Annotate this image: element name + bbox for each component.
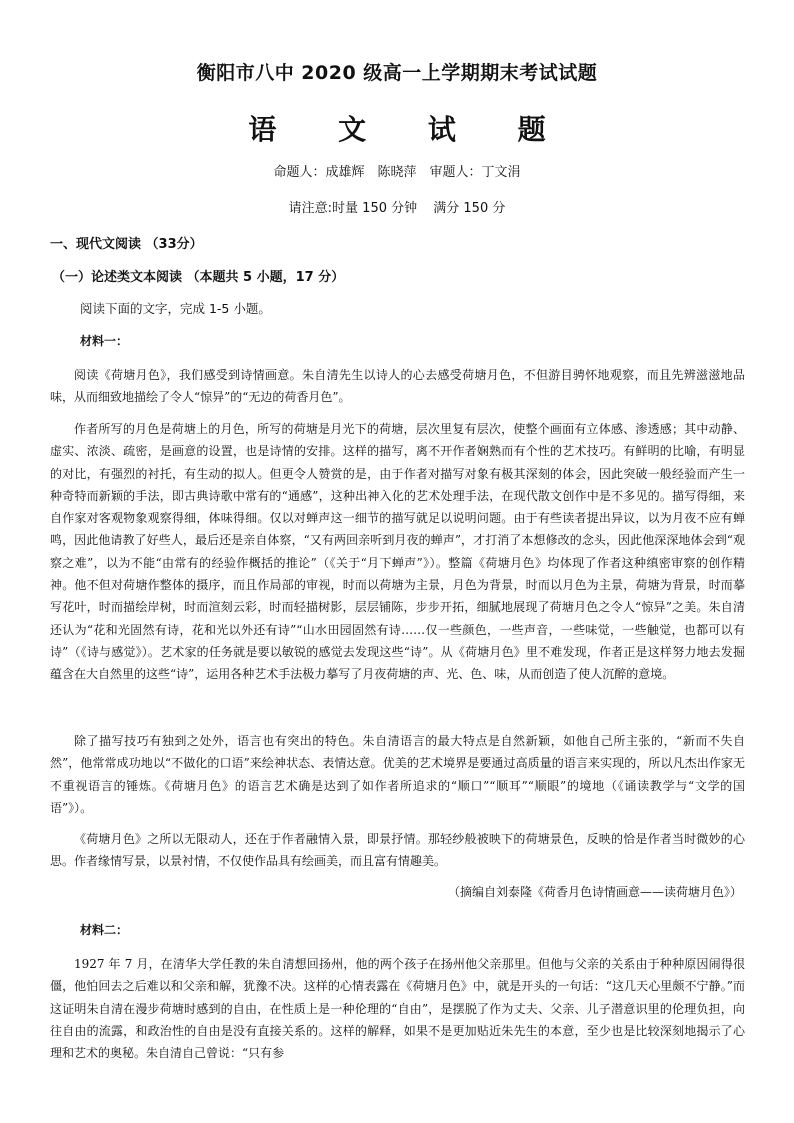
section-heading: 一、现代文阅读 （33分） [50, 237, 203, 252]
section-subheading: （一）论述类文本阅读 （本题共 5 小题，17 分） [52, 270, 345, 285]
exam-authors: 命题人：成雄辉 陈晓萍 审题人：丁文涓 [273, 165, 521, 180]
exam-title: 衡阳市八中 2020 级高一上学期期末考试试题 [196, 62, 598, 84]
material1-citation: （摘编自刘泰隆《荷香月色诗情画意——读荷塘月色》） [447, 885, 742, 899]
notice-time: 请注意:时量 150 分钟 [288, 201, 418, 216]
material1-paragraph-3: 除了描写技巧有独到之处外，语言也有突出的特色。朱自清语言的最大特点是自然新颖，如他自己所主张的，“新而不失自然”，他常常成功地以“不做化的口语”来绘神状态、表情达意。优美的艺术境界是要通过高质量的语言来实现的，所以凡杰出作家无不重视语言的锤炼。《荷塘月色》的语言艺术确是达到了如作者所追求的“顺口”“顺耳”“顺眼”的境地（《诵读教学与“文学的国语”》）。 [50, 734, 745, 815]
material1-paragraph-4: 《荷塘月色》之所以无限动人，还在于作者融情入景，即景抒情。那轻纱般被映下的荷塘景色，反映的恰是作者当时微妙的心思。作者缘情写景，以景衬情，不仅使作品具有绘画美，而且富有情趣美。 [50, 832, 745, 869]
reading-instruction: 阅读下面的文字，完成 1-5 小题。 [80, 301, 271, 316]
material1-paragraph-1: 阅读《荷塘月色》，我们感受到诗情画意。朱自清先生以诗人的心去感受荷塘月色，不但游目骋怀地观察，而且先辨滋滋地品味，从而细致地描绘了令人“惊异”的“无边的荷香月色”。 [50, 368, 745, 405]
material2-label: 材料二： [80, 923, 129, 937]
material1-label: 材料一： [80, 334, 129, 348]
exam-notice [0, 197, 794, 216]
material2-paragraph: 1927 年 7 月，在清华大学任教的朱自清想回扬州，他的两个孩子在扬州他父亲那里。但他与父亲的关系由于种种原因闹得很僵，他怕回去之后难以和父亲和解，犹豫不决。这样的心情表露在《荷塘月色》中，就是开头的一句话：“这几天心里颇不宁静。”而这证明朱自清在漫步荷塘时感到的自由，在性质上是一种伦理的“自由”，是摆脱了作为丈夫、父亲、儿子潜意识里的伦理负担，向往自由的流露，和政治性的自由是没有直接关系的。这样的解释，如果不是更加贴近朱先生的本意，至少也是比较深刻地揭示了心理和艺术的奥秘。朱自清自己曾说：“只有参 [50, 957, 745, 1061]
exam-subtitle: 语 文 试 题 [248, 113, 572, 146]
notice-score: 满分 150 分 [433, 201, 506, 216]
material1-paragraph-2: 作者所写的月色是荷塘上的月色，所写的荷塘是月光下的荷塘，层次里复有层次，使整个画面有立体感、渗透感；其中动静、虚实、浓淡、疏密，是画意的设置，也是诗情的安排。这样的描写，离不开作者娴熟而有个性的艺术技巧。有鲜明的比喻，有明显的对比，有强烈的衬托，有生动的拟人。但更令人赞赏的是，由于作者对描写对象有极其深刻的体会，因此突破一般经验而产生一种奇特而新颖的手法，即古典诗歌中常有的“通感”，这种出神入化的艺术处理手法，在现代散文创作中是不多见的。描写得细，来自作家对客观物象观察得细，体味得细。仅以对蝉声这一细节的描写就足以说明问题。由于有些读者提出异议，以为月夜不应有蝉鸣，因此他请教了好些人，最后还是亲自体察，“又有两回亲听到月夜的蝉声”，才打消了本想修改的念头，因此他深深地体会到“观察之难”，以为不能“由常有的经验作概括的推论”（《关于“月下蝉声”》）。整篇《荷塘月色》均体现了作者这种缜密审察的创作精神。他不但对荷塘作整体的摄序，而且作局部的审视，时而以荷塘为主景，月色为背景，时而以月色为主景，荷塘为背景，时而摹写花叶，时而描绘岸树，时而渲刻云彩，时而轻描树影，层层铺陈，步步开拓，细腻地展现了荷塘月色之令人“惊异”之美。朱自清还认为“花和光固然有诗，花和光以外还有诗”“山水田园固然有诗……仅一些颜色，一些声音，一些味觉，一些触觉，也都可以有诗”（《诗与感觉》）。艺术家的任务就是要以敏锐的感觉去发现这些“诗”。从《荷塘月色》里不难发现，作者正是这样努力地去发掘蕴含在大自然里的这些“诗”，运用各种艺术手法极力摹写了月夜荷塘的声、光、色、味，从而创造了使人沉醉的意境。 [50, 422, 745, 682]
